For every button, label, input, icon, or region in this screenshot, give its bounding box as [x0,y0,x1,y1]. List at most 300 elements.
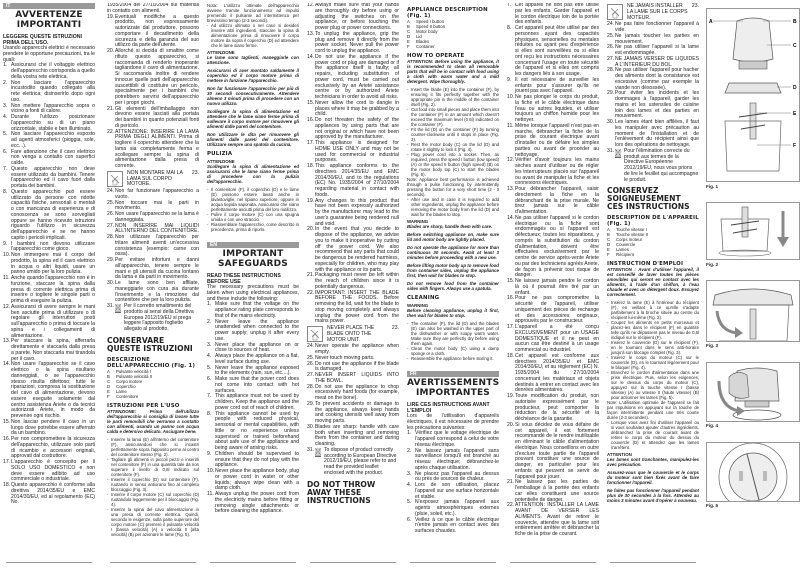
item-text: Ne pas plonger le corps du produit, la fiche et le câble électrique dans l'eau ou autres liquides, et utiliser toujours un chiffon humide pour les nettoyer. [515,94,599,123]
warning-text: Before cleaning appliance, unplug it first, then wait for blades to stop. [407,308,499,318]
item-number: 27. [107,222,115,229]
item-number: 23. [391,325,399,331]
numbered-item [307,164,399,199]
item-text: Eventuali modifiche a questo prodotto, non espressamente autorizzate dal produttore, possono comportare il decadimento della sicurezza e della garanzia del suo utilizzo da parte dell'utente. [115,13,199,49]
numbered-item [507,279,599,296]
part-letter: F [407,44,410,49]
item-number: 12. [507,157,515,164]
column-bottom-rule [6,562,92,563]
part-name: Lame [116,388,127,394]
item-number: 23. [691,3,699,9]
fig1-letter-d: D [793,85,797,91]
item-text: Non mettere l'apparecchio sopra o vicino a fonti di calore. [11,102,95,115]
item-text: NE JAMAIS INSTALLER LA LAME SUR LE CORPS MOTEUR. [627,3,688,21]
insert-blade-illustration [707,203,799,259]
note-text: Note: Appliance best performance is achieved through a pulse functioning by intermittently pressing the button for a very short time (2 - 3 seconds). [407,177,499,197]
item-text: Ne jamais toucher les parties en mouvement. [615,32,699,45]
language-tag: EN [207,242,299,248]
numbered-item [107,130,199,170]
item-number: 25. [307,354,315,361]
part-entry [607,252,699,257]
item-number: 29. [307,400,315,407]
part-name: Coperchio [116,383,136,389]
item-text: Assicurarsi che il voltaggio elettrico dell'apparecchio corrisponda a quello della vostra rete elettrica. [11,62,95,80]
part-name: Pulsante velocità II [116,373,153,379]
item-text: Always unplug the power cord from the electricity mains before fitting or removing single attachments or before cleaning the appliance. [215,491,299,515]
warning-text: Do not operate the appliance for more than continuous 30 seconds. Await at least 3 minutes before proceeding with a new use. [407,245,499,260]
step-item: - Lorsque vous avez fini d'utiliser l'appareil ou si vous souhaitez ajouter d'autres ingrédients, débranchez la prise de courant avant de retirer le corps du moteur du dessus du couvercle (D) et attendez que les lames s'arrêtent. [607,420,699,450]
subsection-heading: APPLIANCE DESCRIPTION (Fig. 1) [407,7,488,19]
item-text: Never place the appliance on or close to sources of heat. [215,341,299,354]
warning-text: ATTENTION: Before using the appliance, it is recommended to clean all removable parts that will be in contact with food using a cloth with warm water and a mild detergent. Wipe thoroughly. [407,59,499,84]
item-text: This appliance is designed for HOME USE ONLY and may not be used for commercial or industrial purposes. [315,140,399,164]
item-number: 21. [507,479,515,486]
figure-3 [706,280,800,342]
item-number: 5. [407,499,412,506]
numbered-item [507,480,599,503]
paragraph: Lors de l'utilisation d'appareils électriques, il est nécessaire de prendre les précautions suivantes: [407,413,499,431]
item-text: NON INSERIRE MAI LIQUIDI ALL'INTERNO DEL CONTENITORE. [115,222,199,235]
item-text: Même lorsque l'appareil n'est pas en marche, débrancher la fiche de la prise de courant électrique avant d'installer ou de défaire les simples parties ou avant de procéder au nettoyage. [515,122,599,158]
item-text: Never operate the appliance when empty. [315,343,399,355]
speed-buttons-top-view-illustration [707,443,799,501]
disposal-item [107,304,199,333]
item-number: 30. [107,280,115,286]
crossed-bin-icon [315,448,321,456]
item-text: Pour l'élimination correcte du produit aux termes de la Directive Européenne 2012/19/EU, nous vous prions de lire le feuillet qui accompagne le produit. [624,147,699,183]
item-number: 16. [507,295,515,302]
part-letter: D [607,242,611,248]
item-number: 22. [107,128,115,135]
step-item: - Plug power cord into a socket. Then, as required, press the speed I button (low speed) (A) or the speed II button (high speed) (B) on the motor body top (C) to start the blades (Fig. 5). [407,152,499,177]
item-text: Cet appareil est conforme aux directives 2014/35/EU et EMC 2014/30/EU, et au règlement (EC) N. 1935/2004 du 27/10/2004 concernant les matériaux et objets destinés à entrer en contact avec les denrées alimentaires. [515,352,599,394]
part-letter: A [607,227,610,233]
step-item: - Clean the motor body (C) using a damp sponge or a cloth. [407,346,499,356]
step-item: - Insérez la lame (E) à l'intérieur du récipient (F), en veillant à ce qu'elle s'adapte parfaitement à la broche située au centre du récipient lui-même (Fig. 2). [607,300,699,320]
numbered-item [207,452,299,469]
item-text: Durante l'utilizzo posizionare l'apparecchio su di un piano orizzontale, stabile e ben illuminato. [11,114,95,132]
item-text: NE JAMAIS VERSER DE LIQUIDES A L'INTERIEUR DU BOL. [615,55,699,68]
item-text: To prevent accidents or damage to the appliance, always keep hands and cooking utensils well away from moving parts. [315,400,399,424]
step-item: - Reassemble the appliance before storing it. [407,356,499,361]
part-name: Motor body [416,29,438,34]
item-text: Per non compromettere la sicurezza dell'apparecchio, utilizzare solo parti di ricambio e accessori originali, approvati dal costruttore. [11,436,95,460]
item-text: Do not threaten the safety of the appliances by using parts that are not original or which have not been approved by the manufacturer. [315,117,399,141]
part-name: Couvercle [616,242,636,248]
step-item: - After use and in case it is required to add other ingredients, unplug the appliance before removing the motor body from the lid (D) and wait for the blades to stop. [407,197,499,217]
item-text: Per staccare la spina, afferrarla direttamente e staccarla dalla presa a parete. Non staccarla mai tirandola per il cavo. [11,338,95,362]
disposal-item [307,448,399,477]
item-number: 6. [207,376,212,382]
numbered-item [407,483,499,500]
item-text: Never leave the appliance exposed to the elements (rain, sun, etc....). [215,364,299,377]
item-text: Pour éviter les incidents et les dommages à l'appareil, garder les mains et les ustensiles de cuisine loin des lames et des parties en mouvement. [615,90,699,120]
item-number: 8. [207,410,212,417]
item-number: 18. [307,163,315,169]
item-text: Never touch moving parts. [315,354,375,361]
numbered-item [3,132,95,149]
item-text: NON MONTARE MAI LA LAMA SUL CORPO MOTORE. [127,169,183,188]
numbered-item [507,26,599,78]
part-name: Blades [416,39,430,44]
item-number: 2. [407,447,412,454]
item-number: 30. [307,423,315,430]
item-text: Fare attenzione che il cavo elettrico non venga a contatto con superfici calde. [11,148,95,166]
part-letter: B [107,373,110,379]
part-letter: E [107,388,110,394]
item-number: 15. [307,99,315,106]
numbered-item [507,95,599,124]
subsection-heading: PULIZIA [207,151,233,157]
item-number: 6. [3,148,8,155]
warning-text: Non far funzionare l'apparecchio per più di 30 secondi consecutivamente. Attendere almeno 3 minuti prima di procedere con un nuovo utilizzo. [207,86,299,106]
item-text: Blades are sharp: handle with care both when inserting and removing them from the container and during cleaning. [315,423,399,447]
item-number: 27. [307,372,315,378]
item-number: 19. [107,13,115,20]
warning-text: Blades are sharp, handle them with care. [407,224,493,229]
blade-warning-item [607,4,699,21]
item-text: Non lasciare l'apparecchio esposto ad agenti atmosferici (pioggia, sole, ecc...). [11,131,95,149]
numbered-item [207,302,299,319]
parts-list [407,19,499,49]
step-item: - Il contenitore (F), il coperchio (D) e le lame (E) possono essere lavati anche in lavastoviglie, nel ripiano superiore, oppure in acqua tiepida saponata. Assicurarsi che siano perfettamente asciutti prima del loro riutilizzo. [207,187,299,212]
part-name: Lames [616,247,629,253]
item-number: 10. [507,94,515,100]
item-number: 22. [307,289,315,296]
section-title: IMPORTANT SAFEGUARDS [217,249,288,269]
item-number: 2. [207,318,212,325]
item-number: 11. [207,491,214,497]
subsection-heading: DESCRIZIONE DELL'APPARECCHIO (Fig. 1) [107,356,196,369]
numbered-item [3,362,95,420]
part-letter: A [107,368,110,374]
language-tag: FR [407,371,499,377]
item-number: 7. [3,165,8,172]
numbered-item [3,81,95,104]
item-number: 16. [307,117,315,123]
part-letter: E [607,247,610,253]
numbered-item [3,420,95,437]
text-column [207,3,299,559]
item-number: 20. [107,48,115,54]
item-number: 2. [3,79,8,86]
step-item: - Branchez le cordon d'alimentation dans une prise électrique. Puis, selon les exigences, sur le dessus du corps du moteur (C), appuyez sur la touche vitesse I (basse vitesse) (A) ou vitesse II (haute vitesse) (B) pour actionner les lames (Fig. 5). [607,370,699,400]
item-text: Pour ne pas compromettre la sécurité de l'appareil, utiliser uniquement des pièces de rechange et des accessoires originaux, approuvés par le constructeur. [515,295,599,325]
numbered-item [307,118,399,141]
item-text: Ne pas utiliser l'appareil si le cordon électrique ou la fiche sont endommagés ou si l'appareil est défectueux; toutes les réparations, y compris la substitution du cordon d'alimentation, doivent être effectuées exclusivement par le centre de service après-vente Ariete ou par des techniciens agréés Ariete, de façon à prévenir tout risque de danger. [515,214,599,279]
numbered-item [507,78,599,95]
figure-5 [706,442,800,502]
numbered-item [107,107,199,130]
part-name: Container [416,44,435,49]
blade-warning-item [107,171,199,188]
item-text: Lors de son utilisation, placez l'appareil sur une surface horizontale et stable. [415,482,499,500]
subsection-heading: HOW TO OPERATE [407,53,465,59]
numbered-item [407,500,499,517]
figure-4-label: Fig. 4 [706,423,718,428]
item-number: 18. [3,482,11,488]
part-name: Contenitore [116,393,139,399]
item-text: Questo apparecchio è conforme alla direttiva 2014/35/EU e EMC 2014/30/EU, ed al regolamento (EC) No. [11,482,95,506]
step-item: - Inserire il corpo motore (C) sul coperchio (D) ruotandolo leggermente per il bloccaggio (Fig. 4). [107,492,199,507]
item-text: IMPORTANT: INSERT THE BLADE BEFORE THE FOODS. Before removing the lid, wait for the blade to stop moving completely and always unplug the power cord from the mains power. [315,289,399,325]
item-number: 11. [507,122,514,129]
item-number: 21. [307,272,315,279]
part-letter: C [407,29,411,34]
item-number: 1. [3,62,8,69]
blade-on-motor-warning-icon [607,4,623,20]
item-number: 31. [607,147,615,154]
item-number: 13. [307,30,315,37]
item-text: Si vous décidez de vous défaire de cet appareil, il est fortement recommandé de le rendre inutilisable en éliminant le câble d'alimentation électrique. Nous conseillons en outre d'exclure toute partie de l'appareil pouvant constituer une source de danger, en particulier pour les enfants qui peuvent se servir de l'appareil pour jouer. [515,421,599,480]
item-number: 17. [3,459,11,465]
item-number: 8. [3,188,8,195]
part-letter: A [407,19,410,24]
item-number: 1. [407,430,412,437]
part-name: Speed II button [416,24,446,29]
item-text: Pour débrancher l'appareil, saisir directement la fiche en la débranchant de la prise murale. Ne tirez jamais sur le câble d'alimentation. [515,186,599,215]
item-text: Do not use the appliance to chop excessively hard foods (for example, meat on the bone). [315,383,399,401]
numbered-item [307,385,399,402]
subsection-heading: CLEANING [407,295,440,301]
numbered-item [307,141,399,164]
step-item: - Pulire il corpo motore (C) con una spugna umida o con uno straccio. [207,212,299,222]
item-text: Packaging must never be left within the reach of children since it is potentially dangerous. [315,272,399,290]
step-item: - Insérez le couvercle (D) sur le récipient (F), en le tournant dans le sens anti-horaire jusqu'à son blocage complet (Fig. 3). [607,340,699,355]
part-name: Récipient [616,252,634,258]
numbered-item [3,276,95,305]
part-letter: B [407,24,410,29]
numbered-item [507,423,599,481]
item-number: 6. [407,516,412,523]
item-text: Never leave the appliance unattended when connected to the power supply; unplug it after every use. [215,318,299,342]
disposal-item [607,149,699,184]
part-name: Corpo motore [116,378,143,384]
instruction-heading: READ THESE INSTRUCTIONS BEFORE USE [207,273,281,285]
numbered-item [507,3,599,26]
item-text: Do not use the appliance if the blade is damaged. [315,360,399,373]
part-name: Corps moteur [616,237,643,243]
item-number: 25. [607,32,615,39]
item-number: 7. [207,393,212,400]
item-number: 27. [607,55,615,62]
fig1-letter-f: F [793,143,797,149]
warning-text: Assicurarsi di aver montato saldamente il coperchio ed il corpo motore prima di mettere in funzione l'apparecchio. [207,68,299,83]
blade-on-motor-warning-icon [107,171,123,187]
item-number: 23. [191,169,199,176]
item-number: 29. [607,90,615,97]
item-text: Never allow the cord to dangle in places where it may be grabbed by a child. [315,99,399,118]
item-number: 15. [507,278,515,284]
item-text: Gli elementi dell'imballaggio non devono essere lasciati alla portata dei bambini in quanto potenziali fonti di pericolo. [115,105,199,129]
item-text: Any changes to this product that have not been expressly authorized by the manufacturer may lead to the user's guarantee being rendered null and void. [315,197,399,227]
item-text: Non usare l'apparecchio se il cavo elettrico o la spina risultano danneggiati, o se l'apparecchio stesso risulta difettoso; tutte le riparazioni, compresa la sostituzione del cavo di alimentazione, devono essere eseguite solamente dal centro assistenza Ariete o da tecnici autorizzati Ariete, in modo da prevenire ogni rischio. [11,361,95,419]
subsection-heading: DESCRIPTION DE L'APPAREIL (Fig. 1) [607,215,699,228]
spacer [407,361,499,371]
item-text: Le lame sono ben affilate, maneggiarle con cura sia durante l'inserimento e la rimozione dal contenitore che per la loro pulizia. [115,280,199,304]
part-letter: F [607,252,610,258]
item-number: 28. [107,234,115,240]
item-text: Non immergere mai il corpo del prodotto, la spina ed il cavo elettrico in acqua o altri liquidi, usare un panno umido per la loro pulizia. [11,252,95,276]
item-number: 10. [207,468,215,474]
item-text: Anche quando l'apparecchio non è in funzione, staccare la spina dalla presa di corrente elettrica prima di inserire o togliere le singole parti o prima di eseguire la pulizia. [11,275,95,304]
numbered-item [207,412,299,452]
numbered-item [3,167,95,190]
item-text: L'appareil a été conçu EXCLUSIVEMENT pour un USAGE DOMESTIQUE et il ne peut en aucun cas être destiné à un usage commercial ou industriel. [515,324,599,353]
column-bottom-rule [410,562,496,563]
item-number: 17. [307,140,315,146]
keep-instructions-heading: CONSERVEZ SOIGNEUSEMENT CES INSTRUCTIONS [607,186,690,212]
numbered-item [3,460,95,483]
item-text: This appliance must not be used by children. Keep the appliance and the power cord out of reach of children. [215,393,299,411]
part-entry [407,44,499,49]
item-number: 30. [607,119,615,125]
item-text: Non toccare mai le parti in movimento. [115,199,199,212]
item-number: 24. [107,188,115,194]
warning-label: WARNING [407,219,429,224]
part-letter: B [607,232,610,238]
item-text: Per evitare infortuni e danni all'apparecchio, tenere sempre le mani e gli utensili da cucina lontano da lama e da parti in movimento. [115,257,199,281]
part-name: Pulsante velocità I [116,368,151,374]
text-column [307,3,399,559]
fit-motor-body-illustration [707,363,799,421]
item-text: L'apparecchio è concepito per il SOLO USO DOMESTICO e non deve essere adibito ad uso commerciale o industriale. [11,459,95,483]
item-number: 20. [307,226,315,233]
item-number: 14. [507,214,515,221]
warning-text: ATTENZIONE: Prima dell'utilizzo dell'apparecchio si consiglia di lavare tutte le parti removibili che verranno a contatto con alimenti, usando un panno con acqua calda e detersivo delicato. Asciugare bene. [107,408,199,434]
item-number: 5. [207,364,212,371]
numbered-item [207,394,299,411]
item-number: 18. [507,352,515,359]
step-item: - Rest the motor body (C) on the lid (D) and rotate it slightly to lock it (Fig. 4). [407,142,499,152]
numbered-item [307,199,399,228]
numbered-item [507,158,599,187]
crossed-bin-icon [615,149,621,157]
item-text: Les lames étant bien affilées, il faut les manipuler avec précaution au moment de l'installation et de l'enlèvement du récipient ainsi que lors des opérations de nettoyage. [615,119,699,148]
item-text: Make sure that the voltage on the appliance rating plate corresponds to that of the mains electricity. [215,301,299,319]
item-text: NEVER PLACE THE BLADE ONTO THE MOTOR UNIT. [327,325,375,343]
item-number: 11. [3,275,10,281]
item-number: 26. [307,360,315,367]
item-number: 20. [507,421,515,428]
item-text: Cet appareil ne doit pas être utilisé par les enfants. Garder l'appareil et le cordon électrique loin de la portée des enfants. [515,3,599,26]
note-text: Note: L'utilisation optimale de l'appareil se fait par impulsions en appuyant sur la touche de façon intermittente pendant une très courte durée (2-3 secondes). [607,400,699,421]
numbered-item [507,503,599,538]
item-number: 29. [107,257,115,263]
figure-5-label: Fig. 5 [706,503,718,508]
section-title: AVVERTENZE IMPORTANTI [15,10,83,30]
column-bottom-rule [210,562,296,563]
item-number: 21. [107,105,115,112]
item-text: Vérifiez que le voltage électrique de l'appareil correspond à celui de votre réseau électrique. [415,430,499,448]
numbered-item [307,273,399,290]
item-number: 31. [307,446,315,453]
numbered-item [107,15,199,50]
warning-text: Do not remove food from the container sides with fingers. Always use a spatula. [407,281,499,291]
item-number: 3. [407,470,412,477]
note-text: Nota: L'utilizzo ottimale dell'apparecchio avviene tramite funzionamento ad impulsi premendo il pulsante ad intermittenza per brevissimo tempo (2-3 secondi). [207,3,299,23]
item-text: Non lasciare l'apparecchio incustodito quando collegato alla rete elettrica; disinserirlo dopo ogni uso. [11,79,95,103]
language-tag: IT [3,3,95,9]
fig1-letter-c: C [793,43,797,49]
item-number: 4. [3,114,8,120]
item-number: 24. [307,343,315,350]
numbered-item [507,216,599,279]
numbered-item [3,305,95,340]
blade-on-motor-warning-icon [307,326,323,342]
numbered-item [307,101,399,118]
item-number: 14. [3,361,11,368]
part-name: Speed I button [416,19,444,24]
parts-list [607,227,699,257]
step-item: - Insert the blade (E) into the container (F), by ensuring it fits perfectly together with the appropriate pin in the middle of the container itself (Fig. 2). [407,87,499,107]
item-text: Ne laissez jamais l'appareil sans surveillance lorsqu'il est branché au réseau électrique; débranchez-le après chaque utilisation. [415,447,499,471]
numbered-item [407,431,499,448]
item-text: Ne placez pas l'appareil au dessus ou près de sources de chaleur. [415,470,499,483]
item-text: Ne pas utiliser l'appareil si la lame est endommagée. [615,44,699,56]
text-column [3,3,95,559]
item-number: 4. [207,353,212,359]
numbered-item [3,339,95,362]
item-text: Il est nécessaire de surveiller les enfants pour s'assurer qu'ils ne jouent pas avec l'appareil. [515,76,599,95]
figure-4 [706,362,800,422]
item-text: Veillez à ce que le câble électrique n'entre jamais en contact avec des surfaces chaudes. [415,516,499,534]
item-number: 26. [607,44,615,51]
step-item: - Inserire la spina del cavo alimentazione in una presa di corrente elettrica. Quindi, secondo le esigenze, sulla parte superiore del corpo motore (C) premere il pulsante velocità I (bassa velocità) (A) o velocità II (alta velocità) (B) per azionare le lame (Fig. 5). [107,507,199,537]
item-text: This appliance cannot be used by people with reduced physical, sensorial or mental capabilities, with little or no experience unless supervised or trained beforehand about safe use of the appliance and being aware of arising risks. [215,410,299,451]
warning-text: ATTENTION : Avant d'utiliser l'appareil, il est conseillé de laver toutes les pièces amovibles qui seront en contact avec les aliments, à l'aide d'un chiffon, à l'eau chaude et avec un détergent doux. Essuyez correctement. [607,267,699,298]
item-text: Make sure that the power cord does not come into contact with hot surfaces. [215,376,299,394]
item-text: This appliance conforms to the directives 2014/35/EU and EMC 2014/30/EU, and to the regulations (EC) No. 1935/2004 of 27/10/2004 regarding material in contact with foods. [315,163,399,198]
part-letter: E [407,39,410,44]
item-text: Cet appareil peut être utilisé par des personnes ayant des capacités physiques, sensorielles ou mentales réduites ou ayant peu d'expérience si elles sont surveillées ou si elles ont reçu les instructions nécessaires concernant l'usage en toute sécurité de l'appareil et si elles ont compris les dangers liés à son usage. [515,25,599,77]
figure-1-exploded-view [706,8,800,182]
numbered-item [607,68,699,91]
item-text: In the event that you decide to dispose of the appliance, we advise you to make it inoperative by cutting off the power cord. We also recommend that any parts that could be dangerous be rendered harmless, especially for children, who may play with the appliance or its parts. [315,226,399,273]
item-number: 13. [3,338,11,345]
item-text: Ne laissez jamais pendre le cordon là où il pourrait être tiré par un enfant. [515,278,599,296]
item-text: Assicurarsi di avere sempre le mani ben asciutte prima di utilizzare o di regolare gli interruttori posti sull'apparecchio o prima di toccare la spina e i collegamenti di alimentazione. [11,303,95,339]
fig1-letter-b: B [793,19,797,25]
warning-label: WARNING [407,303,429,308]
subsection-heading: ISTRUZIONI PER L'USO [107,402,180,409]
item-number: 5. [3,131,8,138]
part-letter: C [607,237,611,243]
item-text: To dispose of product correctly according to European Directive 2012/19/EU, please refer to and read the provided leaflet enclosed with the product. [324,446,397,476]
item-number: 28. [607,67,615,74]
step-item: - Ad utilizzo ultimato o nel caso si desideri inserire altri ingredienti, staccare la spina di alimentazione prima di rimuovere il corpo motore da sopra il coperchio (D) ed attendere che le lame siano ferme. [207,23,299,48]
item-text: Always place the appliance on a flat, level surface during use. [215,353,299,365]
item-number: 12. [307,3,315,8]
numbered-item [107,235,199,258]
item-text: Per il corretto smaltimento del prodotto ai sensi della Direttiva Europea 2012/19/EU si prega leggere l'apposito foglietto allegato al prodotto. [124,303,194,332]
numbered-item [3,150,95,167]
warning-label: ATTENTION [607,452,632,458]
item-number: 17. [507,324,515,330]
keep-instructions-heading: CONSERVARE QUESTE ISTRUZIONI [107,335,193,353]
warning-text: Scollegare la spina di alimentazione ed assicurarsi che le lame siano ferme prima di procedere con la pulizia dell'apparecchio. [207,164,299,184]
item-number: 24. [607,21,615,28]
speed-i-button-glyph [739,471,743,481]
item-text: Ne pas utiliser l'appareil pour hacher des aliments dont la consistance est excessive (comme par exemple la viande non désossée). [615,67,699,91]
numbered-item [207,377,299,394]
item-text: Children should be supervised to ensure that they do not play with the appliance. [215,450,299,469]
item-text: Non utilizzare l'apparecchio per tritare alimenti aventi un'eccessiva consistenza (esempio: carne con ossa). [115,234,199,258]
item-number: 19. [507,393,515,399]
item-text: ATTENTION: INSTALLER LA LAME AVANT DE VERSER LES ALIMENTS. Avant de retirer le couvercle, attendre que la lame soit entièrement arrêtée et débrancher la fiche de la prise de courant. [515,502,599,537]
blender-exploded-illustration [707,9,799,181]
item-text: Never place the appliance body, plug or power cord in water or other liquids; always wipe clean with a damp cloth. [215,468,299,492]
